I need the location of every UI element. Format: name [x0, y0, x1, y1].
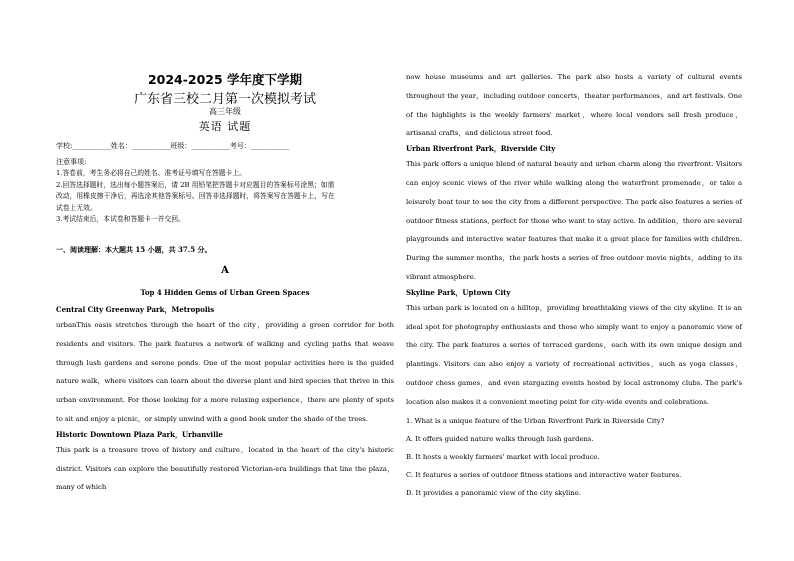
- answer-option-b: B. It hosts a weekly farmers' market with local produce.: [406, 452, 600, 461]
- notice-title: 注意事项:: [56, 158, 87, 166]
- exam-name-title: 广东省三校二月第一次模拟考试: [133, 92, 316, 107]
- answer-option-c: C. It features a series of outdoor fitness stations and interactive water features.: [406, 470, 682, 479]
- section-title: 一、阅读理解：本大题共 15 小题，共 37.5 分。: [56, 245, 212, 254]
- left-passage-body: [56, 304, 394, 497]
- notice-item: 3.考试结束后，本试卷和答题卡一并交回。: [56, 215, 185, 223]
- right-passage-body: [406, 68, 742, 502]
- notice-list: [56, 168, 394, 226]
- passage-title: Top 4 Hidden Gems of Urban Green Spaces: [140, 288, 310, 297]
- notice-item: 1.答卷前，考生务必将自己的姓名、准考证号填写在答题卡上。: [56, 169, 246, 177]
- park-heading: Urban Riverfront Park，Riverside City: [406, 144, 556, 154]
- park-heading: Skyline Park，Uptown City: [406, 287, 511, 297]
- notice-item: 改动，用橡皮擦干净后，再选涂其他答案标号。回答非选择题时，将答案写在答题卡上，写在: [56, 192, 335, 200]
- notice-item: 试卷上无效。: [56, 203, 97, 212]
- answer-option-d: D. It provides a panoramic view of the city skyline.: [406, 488, 581, 497]
- subject-title: 英语 试题: [198, 120, 252, 133]
- exam-year-title: 2024-2025 学年度下学期: [147, 72, 303, 87]
- student-info-line: 学校:___________姓名：___________班级：___________考号：___________: [56, 142, 290, 150]
- notice-item: 2.回答选择题时，选出每小题答案后，请 2B 用铅笔把答题卡对应题目的答案标号涂黑；如需: [56, 180, 335, 189]
- park-paragraph: urbanThis oasis stretches through the heart of the city，providing a green corridor for both residents and visitors. The park features a network of walking and cycling paths that weave through lush gardens and serene ponds. One of the most popular activities here is the guided nature walk，where visitors can learn about the diverse plant and bird species that thrive in this urban environment. For those looking for a more relaxing experience，there are plenty of spots to sit and enjoy a picnic，or simply unwind with a good book under the shade of the trees.: [56, 321, 394, 423]
- grade-label: 高三年级: [209, 107, 241, 116]
- answer-option-a: A. It offers guided nature walks through lush gardens.: [406, 434, 594, 443]
- park-paragraph: now house museums and art galleries. The park also hosts a variety of cultural events throughout the year，including outdoor concerts，theater performances，and art festivals. One of the highlights is the weekly farmers' market，where local vendors sell fresh produce，artisanal crafts，and delicious street food.: [406, 73, 742, 138]
- park-paragraph: This park is a treasure trove of history and culture，located in the heart of the city's historic district. Visitors can explore the beautifully restored Victorian-era buildings that line the plaza，many of which: [56, 445, 394, 492]
- park-paragraph: This park offers a unique blend of natural beauty and urban charm along the riverfront. Visitors can enjoy scenic views of the river while walking along the waterfront promenade，or take a leisurely boat tour to see the city from a different perspective. The park also features a series of outdoor fitness stations, perfect for those who want to stay active. In addition，there are several playgrounds and interactive water features that make it a great place for families with children. During the summer months，the park hosts a series of free outdoor movie nights，adding to its vibrant atmosphere.: [406, 160, 742, 281]
- passage-letter: A: [221, 265, 229, 276]
- park-paragraph: This urban park is located on a hilltop，providing breathtaking views of the city skyline. It is an ideal spot for photography enthusiasts and those who simply want to enjoy a panoramic view of the city. The park features a series of terraced gardens，each with its own unique design and plantings. Visitors can also enjoy a variety of recreational activities，such as yoga classes，outdoor chess games，and even stargazing events hosted by local astronomy clubs. The park's location also makes it a convenient meeting point for city-wide events and celebrations.: [406, 303, 742, 406]
- park-heading: Central City Greenway Park，Metropolis: [56, 305, 215, 314]
- question-stem: 1. What is a unique feature of the Urban Riverfront Park in Riverside City?: [406, 416, 665, 425]
- park-heading: Historic Downtown Plaza Park，Urbanville: [56, 429, 223, 439]
